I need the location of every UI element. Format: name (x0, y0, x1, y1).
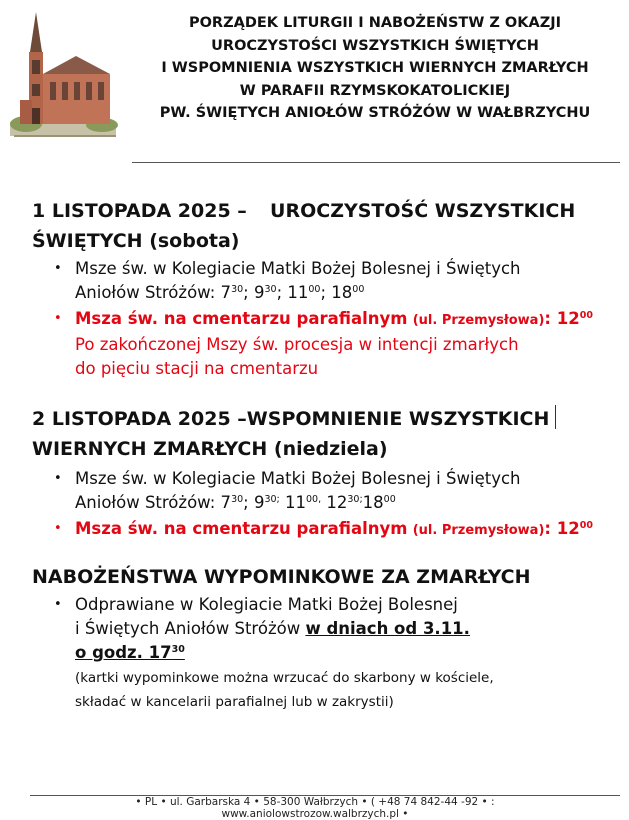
section-1-title (32, 196, 612, 256)
section-2-date: 2 LISTOPADA 2025 (32, 408, 231, 430)
church-illustration (6, 4, 120, 144)
bullet-icon: • (54, 597, 62, 612)
list-item: • Msza św. na cmentarzu parafialnym (ul. Przemysłowa): $12^{00}$ (32, 517, 612, 543)
header-line-2: UROCZYSTOŚCI WSZYSTKICH ŚWIĘTYCH (211, 37, 539, 54)
section-1-title-b: ŚWIĘTYCH (sobota) (32, 230, 240, 252)
section-2-title (32, 404, 612, 464)
bullet-icon: • (54, 521, 62, 536)
section-1-dash: – (237, 200, 247, 222)
section-all-souls (32, 404, 612, 543)
document-header (128, 12, 622, 125)
section-1-date: 1 LISTOPADA 2025 (32, 200, 231, 222)
list-item: • Msza św. na cmentarzu parafialnym (ul. Przemysłowa): $12^{00}$ Po zakończonej Mszy św. procesja w intencji zmarłych do pięciu stacji na cmentarzu (54, 309, 593, 378)
list-item: • Msze św. w Kolegiacie Matki Bożej Bolesnej i Świętych Aniołów Stróżów: $7^{30}$; $9^{30;}$ $11^{00,}$ $12^{30;}18^{00}$ (54, 469, 521, 512)
footer-website: www.aniolowstrozow.walbrzych.pl • (221, 808, 409, 820)
header-line-5: PW. ŚWIĘTYCH ANIOŁÓW STRÓŻÓW W WAŁBRZYCHU (159, 105, 591, 121)
header-divider (132, 162, 620, 163)
bullet-icon: • (54, 261, 62, 276)
header-line-3: I WSPOMNIENIA WSZYSTKICH WIERNYCH ZMARŁYCH (161, 60, 589, 76)
section-1-title-a: UROCZYSTOŚĆ WSZYSTKICH (270, 200, 576, 222)
header-line-1: PORZĄDEK LITURGII I NABOŻEŃSTW Z OKAZJI (188, 15, 562, 31)
footer-contact: • PL • ul. Garbarska 4 • 58-300 Wałbrzych • ( +48 74 842-44 -92 • : (135, 796, 495, 808)
section-3-title: NABOŻEŃSTWA WYPOMINKOWE ZA ZMARŁYCH (32, 566, 531, 588)
bullet-icon: • (54, 471, 62, 486)
header-line-4: W PARAFII RZYMSKOKATOLICKIEJ (239, 82, 511, 99)
section-remembrance (32, 562, 612, 713)
list-item: • Odprawiane w Kolegiacie Matki Bożej Bolesnej i Świętych Aniołów Stróżów w dniach od 3.11. o godz. $17^{30}$ (kartki wypominkowe można wrzucać do skarbony w kościele, składać w kancelarii parafialnej lub w zakrystii) (54, 595, 494, 710)
text-cursor (555, 405, 556, 429)
section-2-title-b: WIERNYCH ZMARŁYCH (niedziela) (32, 438, 388, 460)
footer (30, 796, 600, 820)
list-item: • Msze św. w Kolegiacie Matki Bożej Bolesnej i Świętych Aniołów Stróżów: $7^{30}$; $9^{30}$; $11^{00}$; $18^{00}$ (54, 259, 521, 302)
bullet-icon: • (54, 311, 62, 326)
section-2-title-a: –WSPOMNIENIE WSZYSTKICH (237, 408, 550, 430)
section-all-saints (32, 196, 612, 381)
